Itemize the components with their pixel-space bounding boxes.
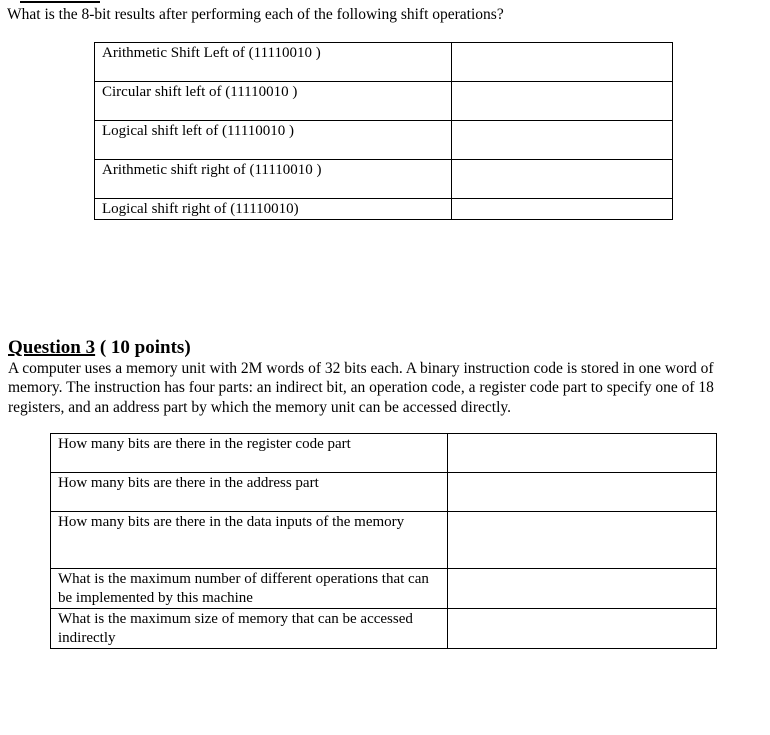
table-row [95,121,673,160]
answer-cell[interactable] [452,121,673,160]
question-cell: What is the maximum number of different operations that can be implemented by this machine [51,569,448,609]
answer-cell[interactable] [448,512,717,569]
answer-cell[interactable] [452,160,673,199]
answer-cell[interactable] [448,473,717,512]
question3-body: A computer uses a memory unit with 2M words of 32 bits each. A binary instruction code is stored in one word of memory. The instruction has four parts: an indirect bit, an operation code, a register code part to specify one of 18 registers, and an address part by which the memory unit can be accessed directly. [8,360,714,416]
operation-cell: Circular shift left of (11110010 ) [95,82,452,121]
table-row [51,473,717,512]
question2-prompt: What is the 8-bit results after performing each of the following shift operations? [7,6,504,23]
table-row [51,434,717,473]
answer-cell[interactable] [452,82,673,121]
operation-cell: Logical shift right of (11110010) [95,199,452,220]
question3-title: Question 3 [8,337,96,358]
previous-heading-cutoff [0,0,240,3]
question3-points: ( 10 points) [95,337,191,358]
answer-cell[interactable] [452,43,673,82]
table-row [51,512,717,569]
answer-cell[interactable] [448,569,717,609]
question-cell: How many bits are there in the register code part [51,434,448,473]
memory-questions-table [50,433,717,649]
question-cell: How many bits are there in the data inputs of the memory [51,512,448,569]
table-row [95,82,673,121]
shift-operations-table [94,42,673,220]
table-row [51,569,717,609]
answer-cell[interactable] [452,199,673,220]
question3-heading [8,337,191,359]
table-row [95,160,673,199]
question-cell: What is the maximum size of memory that can be accessed indirectly [51,609,448,649]
table-row [51,609,717,649]
table-row [95,199,673,220]
operation-cell: Arithmetic shift right of (11110010 ) [95,160,452,199]
operation-cell: Logical shift left of (11110010 ) [95,121,452,160]
operation-cell: Arithmetic Shift Left of (11110010 ) [95,43,452,82]
answer-cell[interactable] [448,434,717,473]
question-cell: How many bits are there in the address part [51,473,448,512]
table-row [95,43,673,82]
answer-cell[interactable] [448,609,717,649]
